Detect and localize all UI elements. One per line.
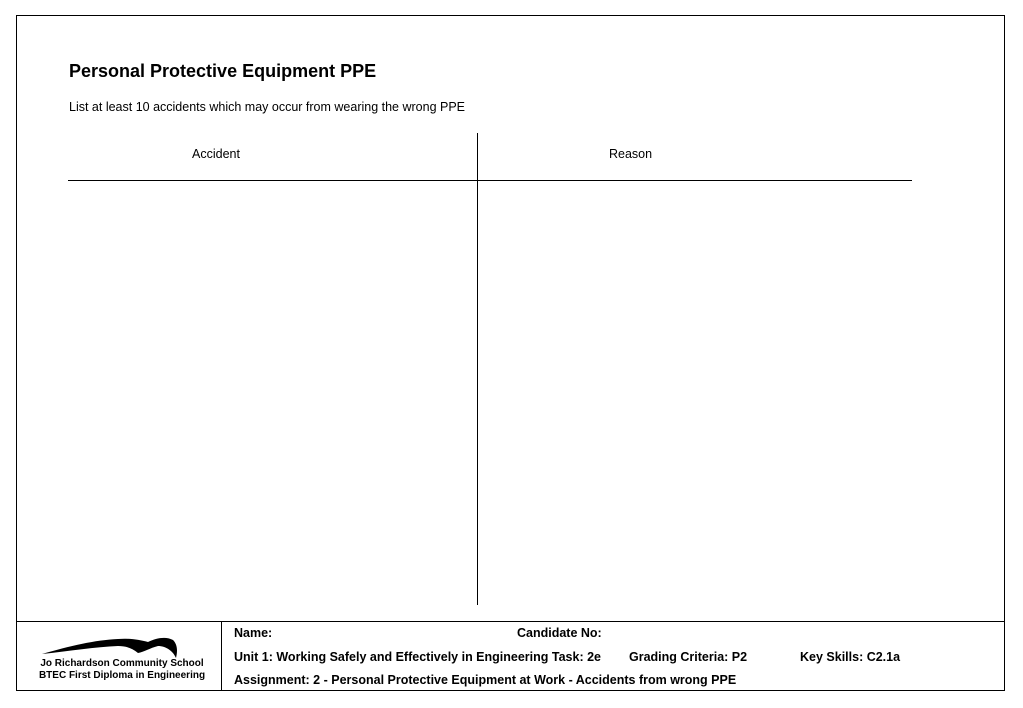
course-name: BTEC First Diploma in Engineering bbox=[38, 670, 206, 681]
name-label: Name: bbox=[234, 626, 273, 640]
key-skills-text: Key Skills: C2.1a bbox=[800, 650, 901, 664]
column-header-accident: Accident bbox=[192, 147, 240, 161]
school-name: Jo Richardson Community School bbox=[40, 658, 204, 669]
school-block bbox=[24, 658, 220, 682]
grading-criteria-text: Grading Criteria: P2 bbox=[629, 650, 748, 664]
page-border bbox=[16, 15, 1005, 691]
footer-rule bbox=[16, 621, 1005, 622]
table-column-divider bbox=[477, 133, 478, 605]
assignment-text: Assignment: 2 - Personal Protective Equipment at Work - Accidents from wrong PPE bbox=[234, 673, 737, 687]
candidate-number-label: Candidate No: bbox=[517, 626, 602, 640]
instruction-text: List at least 10 accidents which may occur from wearing the wrong PPE bbox=[69, 100, 466, 114]
footer-divider bbox=[221, 621, 222, 691]
unit-task-text: Unit 1: Working Safely and Effectively in Engineering Task: 2e bbox=[234, 650, 601, 664]
column-header-reason: Reason bbox=[609, 147, 653, 161]
page-title: Personal Protective Equipment PPE bbox=[69, 61, 377, 81]
table-header-rule bbox=[68, 180, 912, 181]
